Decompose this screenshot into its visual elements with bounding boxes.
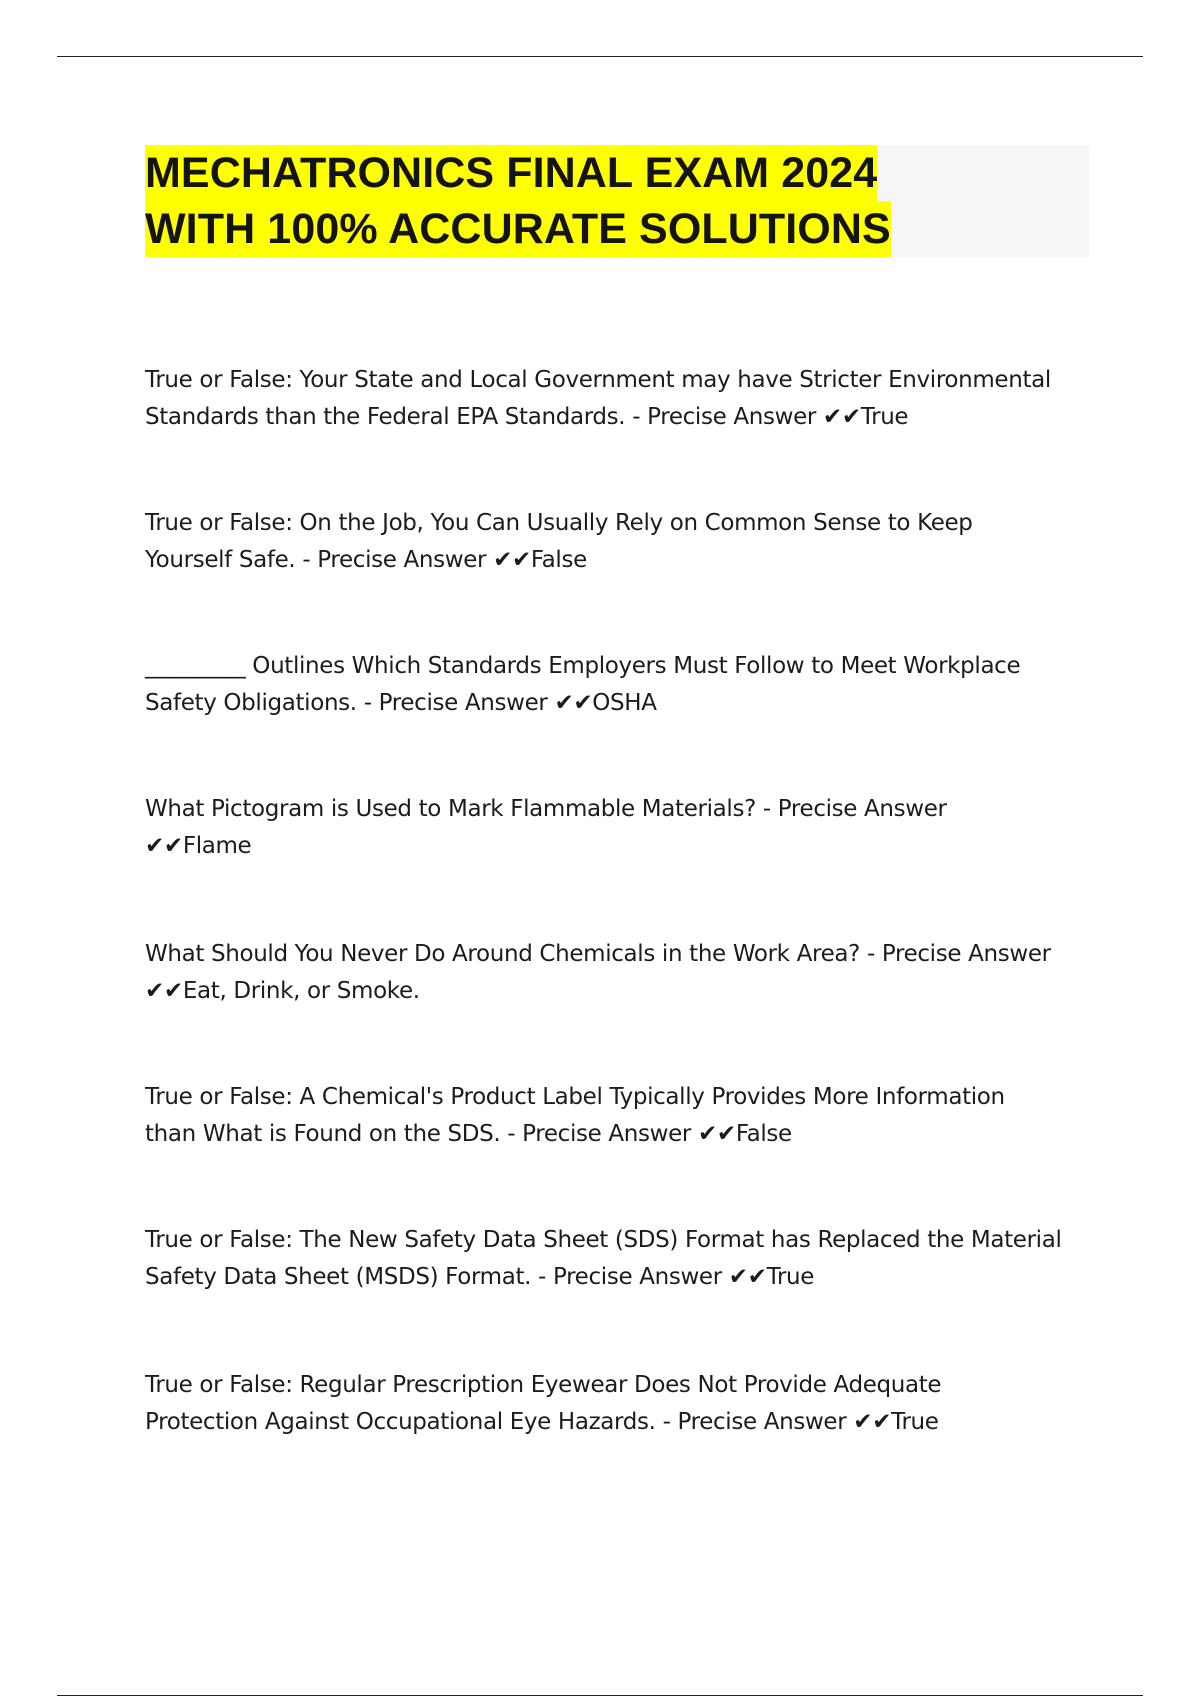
item-text-line: ✔✔Eat, Drink, or Smoke. <box>145 978 420 1004</box>
item-text-line: Standards than the Federal EPA Standards. - Precise Answer ✔✔True <box>145 404 909 430</box>
item-text-line: Protection Against Occupational Eye Hazards. - Precise Answer ✔✔True <box>145 1409 939 1435</box>
question-answer-item <box>145 1222 1095 1367</box>
question-answer-item <box>145 505 1095 648</box>
document-title <box>145 145 1089 257</box>
question-answer-item <box>145 936 1095 1079</box>
item-text-line: ✔✔Flame <box>145 833 252 859</box>
item-text-line: True or False: The New Safety Data Sheet (SDS) Format has Replaced the Material <box>145 1227 1062 1253</box>
item-text-line: True or False: Your State and Local Government may have Stricter Environmental <box>145 367 1051 393</box>
question-answer-item <box>145 1079 1095 1222</box>
item-text-line: True or False: On the Job, You Can Usually Rely on Common Sense to Keep <box>145 510 973 536</box>
item-text-line: Safety Data Sheet (MSDS) Format. - Precise Answer ✔✔True <box>145 1264 815 1290</box>
footer-rule <box>57 1695 1143 1696</box>
item-text-line: What Should You Never Do Around Chemicals in the Work Area? - Precise Answer <box>145 941 1051 967</box>
title-line: WITH 100% ACCURATE SOLUTIONS <box>145 201 891 257</box>
question-answer-list <box>145 362 1095 1447</box>
item-text-line: True or False: A Chemical's Product Label Typically Provides More Information <box>145 1084 1005 1110</box>
title-line: MECHATRONICS FINAL EXAM 2024 <box>145 145 877 201</box>
item-text-line: What Pictogram is Used to Mark Flammable Materials? - Precise Answer <box>145 796 947 822</box>
item-text-line: than What is Found on the SDS. - Precise Answer ✔✔False <box>145 1121 792 1147</box>
question-answer-item <box>145 791 1095 936</box>
question-answer-item <box>145 648 1095 791</box>
header-rule <box>57 56 1143 57</box>
item-text-line: Safety Obligations. - Precise Answer ✔✔OSHA <box>145 690 657 716</box>
item-text-line: _________ Outlines Which Standards Employers Must Follow to Meet Workplace <box>145 653 1021 679</box>
question-answer-item <box>145 1367 1095 1447</box>
question-answer-item <box>145 362 1095 505</box>
item-text-line: Yourself Safe. - Precise Answer ✔✔False <box>145 547 587 573</box>
item-text-line: True or False: Regular Prescription Eyewear Does Not Provide Adequate <box>145 1372 942 1398</box>
